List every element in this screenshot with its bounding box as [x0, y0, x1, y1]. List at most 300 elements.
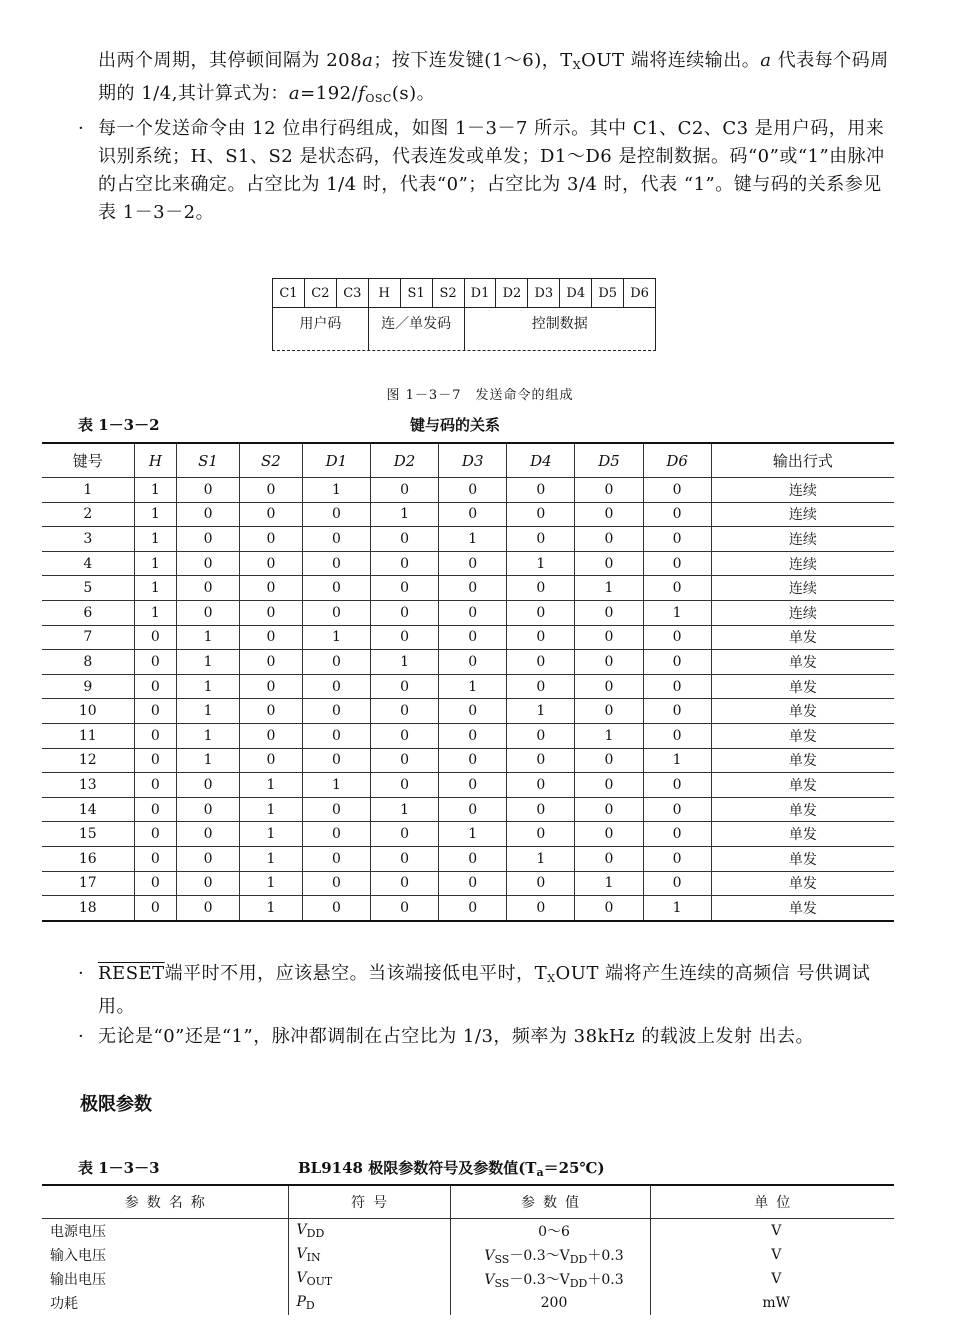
table-cell: 0 — [643, 871, 711, 896]
table-cell: 单发 — [711, 625, 894, 650]
table-cell: 1 — [240, 797, 303, 822]
table-cell: 0 — [643, 625, 711, 650]
divider — [464, 338, 465, 350]
table-cell: 15 — [42, 822, 134, 847]
bit-cell-d6: D6 — [624, 279, 656, 308]
table-cell: 0 — [177, 846, 240, 871]
table-row — [42, 478, 894, 503]
table-cell: 0 — [575, 773, 643, 798]
bit-cell-s2: S2 — [433, 279, 465, 308]
table-label: 表 1－3－3 — [78, 1159, 160, 1177]
table-cell: 0 — [302, 896, 370, 921]
table-cell: 0 — [240, 625, 303, 650]
table-cell: 0 — [177, 797, 240, 822]
bit-cell-h: H — [369, 279, 401, 308]
variable: a — [288, 83, 301, 104]
table-cell: 单发 — [711, 699, 894, 724]
table-cell: 连续 — [711, 551, 894, 576]
text-run: 代表每个码周期的 1/4,其计算式为： — [98, 50, 889, 104]
table-cell: 1 — [643, 600, 711, 625]
table-row — [42, 896, 894, 921]
table-cell: 单发 — [711, 773, 894, 798]
table-cell: 0 — [439, 502, 507, 527]
table-row — [42, 1267, 894, 1291]
param-symbol — [288, 1243, 450, 1267]
table-cell: 1 — [371, 797, 439, 822]
text-run: ＋0.3 — [587, 1247, 624, 1264]
table-cell: 0 — [134, 699, 177, 724]
table-cell: 0 — [240, 527, 303, 552]
subscript: DD — [569, 1252, 588, 1266]
table-cell: 0 — [507, 723, 575, 748]
table-cell: 0 — [371, 600, 439, 625]
table-cell: 0 — [439, 625, 507, 650]
table-cell: 1 — [134, 576, 177, 601]
table-cell: 0 — [302, 674, 370, 699]
table-cell: 1 — [240, 822, 303, 847]
table-row — [42, 871, 894, 896]
table-cell: 0 — [177, 478, 240, 503]
subscript: IN — [306, 1251, 321, 1264]
subscript: DD — [569, 1276, 588, 1290]
text-run: 出两个周期，其停顿间隔为 208 — [98, 50, 363, 71]
table-cell: 14 — [42, 797, 134, 822]
table-cell: 0 — [134, 871, 177, 896]
table-cell: 0 — [507, 871, 575, 896]
reset-pin-name: RESET — [98, 963, 165, 984]
table-cell: 1 — [240, 896, 303, 921]
text-run: (s)。 — [391, 83, 436, 104]
table-cell: 0 — [643, 650, 711, 675]
header-cell: 符号 — [288, 1185, 450, 1219]
text-run: －0.3～V — [509, 1247, 570, 1264]
bit-cell-d3: D3 — [528, 279, 560, 308]
table-cell: 0 — [575, 625, 643, 650]
figure-baseline — [272, 338, 656, 351]
param-name: 功耗 — [50, 1296, 78, 1312]
table-cell: 单发 — [711, 822, 894, 847]
table-row — [42, 1243, 894, 1267]
table-cell: 0 — [371, 625, 439, 650]
symbol-letter: V — [296, 1246, 307, 1262]
table-cell: 0 — [643, 576, 711, 601]
param-unit: V — [650, 1243, 894, 1267]
bullet: · — [78, 118, 85, 139]
paragraph-1 — [98, 47, 898, 113]
table-cell: 0 — [507, 576, 575, 601]
variable: a — [760, 50, 772, 71]
title-text: ＝25℃) — [543, 1159, 605, 1177]
subscript: SS — [494, 1276, 510, 1290]
table-cell: 1 — [177, 748, 240, 773]
table-cell: 0 — [643, 551, 711, 576]
table-cell: 连续 — [711, 478, 894, 503]
header-cell: D6 — [643, 443, 711, 478]
text-run: OUT 端将连续输出。 — [581, 50, 761, 71]
table-cell: 单发 — [711, 896, 894, 921]
table-row — [42, 1219, 894, 1244]
table-title — [298, 1157, 605, 1179]
table-cell: 0 — [134, 625, 177, 650]
table-row — [42, 723, 894, 748]
table-cell: 0 — [302, 600, 370, 625]
table-cell: 0 — [439, 846, 507, 871]
header-cell: 参数值 — [450, 1185, 650, 1219]
table-cell: 1 — [240, 846, 303, 871]
table-cell: 0 — [575, 797, 643, 822]
table-cell: 0 — [507, 650, 575, 675]
header-cell: 键号 — [42, 443, 134, 478]
table-cell: 1 — [134, 502, 177, 527]
table-cell: 0 — [575, 650, 643, 675]
group-control-data: 控制数据 — [465, 308, 657, 338]
bit-cell-d2: D2 — [496, 279, 528, 308]
table-row — [42, 551, 894, 576]
table-cell: 9 — [42, 674, 134, 699]
table-cell: 0 — [439, 478, 507, 503]
table-cell: 1 — [302, 478, 370, 503]
table-cell: 0 — [302, 527, 370, 552]
table-cell: 0 — [575, 896, 643, 921]
table-cell: 0 — [240, 600, 303, 625]
table-cell: 0 — [302, 846, 370, 871]
table-cell: 1 — [643, 748, 711, 773]
table-cell: 0 — [134, 674, 177, 699]
table-cell: 0 — [643, 773, 711, 798]
table-cell: 0 — [643, 797, 711, 822]
variable: f — [358, 83, 366, 104]
table-cell: 0 — [643, 478, 711, 503]
table-cell: 连续 — [711, 502, 894, 527]
table-cell: 1 — [439, 822, 507, 847]
table-cell: 0 — [371, 846, 439, 871]
table-cell: 0 — [575, 699, 643, 724]
table-cell: 0 — [643, 822, 711, 847]
table-cell: 连续 — [711, 527, 894, 552]
table-cell: 1 — [177, 699, 240, 724]
table-cell: 1 — [177, 625, 240, 650]
subscript: D — [305, 1299, 315, 1312]
table-cell: 0 — [134, 846, 177, 871]
group-status-code: 连／单发码 — [369, 308, 465, 338]
table-cell: 0 — [507, 625, 575, 650]
table-cell: 连续 — [711, 600, 894, 625]
table-row — [42, 502, 894, 527]
table-row — [42, 797, 894, 822]
table-cell: 0 — [643, 674, 711, 699]
table-cell: 1 — [134, 527, 177, 552]
param-unit: V — [650, 1267, 894, 1291]
subscript: OSC — [365, 92, 392, 105]
bullet: · — [78, 963, 85, 984]
paragraph-3 — [78, 960, 898, 1021]
table-cell: 0 — [240, 650, 303, 675]
text-run: 200 — [540, 1295, 568, 1311]
symbol-letter: V — [484, 1247, 495, 1264]
table-cell: 0 — [439, 551, 507, 576]
bullet: · — [78, 1026, 85, 1047]
subscript: SS — [494, 1252, 510, 1266]
bit-cell-s1: S1 — [401, 279, 433, 308]
table-cell: 0 — [439, 773, 507, 798]
table-label: 表 1－3－2 — [78, 416, 160, 434]
table-cell: 0 — [240, 502, 303, 527]
bit-cell-d5: D5 — [592, 279, 624, 308]
table-cell: 0 — [575, 527, 643, 552]
table-header-row — [42, 1185, 894, 1219]
table-cell: 1 — [302, 773, 370, 798]
param-value — [450, 1267, 650, 1291]
table-cell: 0 — [177, 896, 240, 921]
table-cell: 0 — [134, 773, 177, 798]
table-cell: 0 — [371, 478, 439, 503]
table-row — [42, 600, 894, 625]
paragraph-text: 每一个发送命令由 12 位串行码组成，如图 1－3－7 所示。其中 C1、C2、C3 是用户码，用来 识别系统；H、S1、S2 是状态码，代表连发或单发；D1～D6 是控制数据。码“0”或“1”由脉冲的占空比来确定。占空比为 1/4 时，代表“0”；占空比为 3/4 时，代表 “1”。键与码的关系参见表 1－3－2。 — [98, 118, 885, 223]
param-name: 输出电压 — [50, 1272, 106, 1288]
table-cell: 0 — [177, 871, 240, 896]
table-cell: 11 — [42, 723, 134, 748]
param-symbol — [288, 1267, 450, 1291]
text-run: 0～6 — [538, 1224, 570, 1240]
table-cell: 0 — [177, 551, 240, 576]
bit-groups — [272, 308, 656, 338]
text-run: =192/ — [300, 83, 359, 104]
subscript: DD — [306, 1227, 325, 1240]
table-cell: 0 — [302, 748, 370, 773]
header-cell: D5 — [575, 443, 643, 478]
table-cell: 0 — [507, 600, 575, 625]
table-cell: 0 — [177, 600, 240, 625]
table-cell: 1 — [134, 551, 177, 576]
table-cell: 连续 — [711, 576, 894, 601]
table-cell: 单发 — [711, 674, 894, 699]
table-cell: 0 — [240, 699, 303, 724]
table-cell: 1 — [134, 478, 177, 503]
table-cell: 1 — [177, 674, 240, 699]
table-row — [42, 650, 894, 675]
table-row — [42, 625, 894, 650]
table-row — [42, 773, 894, 798]
bit-cell-d1: D1 — [465, 279, 497, 308]
table-cell: 0 — [240, 576, 303, 601]
table-row — [42, 822, 894, 847]
table-cell: 0 — [439, 896, 507, 921]
table-cell: 0 — [575, 600, 643, 625]
header-cell: 输出行式 — [711, 443, 894, 478]
table-cell: 10 — [42, 699, 134, 724]
table-cell: 0 — [240, 478, 303, 503]
table-cell: 13 — [42, 773, 134, 798]
table-cell: 12 — [42, 748, 134, 773]
table-cell: 0 — [134, 822, 177, 847]
table-row — [42, 576, 894, 601]
table-cell: 1 — [177, 650, 240, 675]
table-cell: 0 — [507, 797, 575, 822]
table-cell: 0 — [371, 822, 439, 847]
table-cell: 0 — [439, 723, 507, 748]
table-cell: 0 — [177, 502, 240, 527]
table-cell: 1 — [371, 502, 439, 527]
table-cell: 1 — [575, 576, 643, 601]
table-cell: 0 — [134, 723, 177, 748]
header-cell: 参数名称 — [42, 1185, 288, 1219]
header-cell: D1 — [302, 443, 370, 478]
table-cell: 0 — [240, 551, 303, 576]
table-cell: 0 — [507, 822, 575, 847]
param-value — [450, 1219, 650, 1244]
table-cell: 5 — [42, 576, 134, 601]
subscript: a — [536, 1166, 544, 1179]
table-cell: 16 — [42, 846, 134, 871]
table-cell: 1 — [134, 600, 177, 625]
text-run: ＋0.3 — [587, 1271, 624, 1288]
table-cell: 1 — [575, 871, 643, 896]
table-cell: 0 — [302, 871, 370, 896]
bit-cells — [272, 278, 656, 308]
figure-caption: 图 1－3－7 发送命令的组成 — [386, 388, 574, 403]
table-cell: 0 — [134, 748, 177, 773]
table-cell: 0 — [507, 748, 575, 773]
table-cell: 单发 — [711, 650, 894, 675]
table-cell: 1 — [507, 551, 575, 576]
table-cell: 单发 — [711, 723, 894, 748]
table-cell: 2 — [42, 502, 134, 527]
table-cell: 0 — [371, 674, 439, 699]
table-cell: 0 — [507, 674, 575, 699]
table-cell: 0 — [643, 699, 711, 724]
table-row — [42, 846, 894, 871]
table-cell: 8 — [42, 650, 134, 675]
table-cell: 0 — [302, 650, 370, 675]
table-cell: 0 — [439, 797, 507, 822]
table-cell: 0 — [302, 699, 370, 724]
table-cell: 0 — [439, 871, 507, 896]
table-cell: 18 — [42, 896, 134, 921]
table-cell: 0 — [371, 527, 439, 552]
table-cell: 1 — [643, 896, 711, 921]
text-run: ；按下连发键(1～6)，T — [373, 50, 573, 71]
table-cell: 1 — [575, 723, 643, 748]
table-cell: 0 — [302, 576, 370, 601]
table-cell: 1 — [177, 723, 240, 748]
table-cell: 0 — [507, 896, 575, 921]
bit-cell-c3: C3 — [337, 279, 369, 308]
table-cell: 4 — [42, 551, 134, 576]
table-cell: 0 — [371, 748, 439, 773]
table-cell: 0 — [439, 600, 507, 625]
table-cell: 17 — [42, 871, 134, 896]
subscript: OUT — [306, 1275, 333, 1288]
table-cell: 3 — [42, 527, 134, 552]
table-cell: 0 — [575, 822, 643, 847]
param-value — [450, 1243, 650, 1267]
table-cell: 单发 — [711, 797, 894, 822]
param-unit: mW — [650, 1291, 894, 1315]
table-cell: 0 — [575, 846, 643, 871]
variable: a — [362, 50, 374, 71]
symbol-letter: V — [296, 1222, 307, 1238]
param-name: 输入电压 — [50, 1248, 106, 1264]
table-cell: 0 — [507, 478, 575, 503]
section-title: 极限参数 — [80, 1094, 152, 1115]
table-cell: 0 — [643, 502, 711, 527]
table-cell: 0 — [507, 773, 575, 798]
table-cell: 单发 — [711, 748, 894, 773]
symbol-letter: P — [296, 1294, 306, 1310]
param-symbol — [288, 1291, 450, 1315]
table-body — [42, 478, 894, 921]
paragraph-2 — [78, 115, 898, 227]
subscript: X — [547, 972, 556, 985]
table-cell: 1 — [439, 674, 507, 699]
title-text: BL9148 极限参数符号及参数值(T — [298, 1159, 537, 1177]
table-cell: 0 — [643, 527, 711, 552]
symbol-letter: V — [296, 1270, 307, 1286]
command-structure-figure — [272, 278, 656, 351]
table-cell: 0 — [575, 478, 643, 503]
table-cell: 0 — [439, 576, 507, 601]
table-row — [42, 674, 894, 699]
limit-params-table — [42, 1184, 894, 1315]
symbol-letter: V — [484, 1271, 495, 1288]
bit-cell-d4: D4 — [560, 279, 592, 308]
table-cell: 0 — [240, 723, 303, 748]
table-cell: 0 — [371, 699, 439, 724]
param-symbol — [288, 1219, 450, 1244]
table-cell: 0 — [371, 773, 439, 798]
subscript: X — [572, 59, 582, 72]
table-cell: 0 — [302, 797, 370, 822]
table-body — [42, 1219, 894, 1316]
table-cell: 0 — [302, 822, 370, 847]
bit-cell-c1: C1 — [273, 279, 305, 308]
table-cell: 单发 — [711, 871, 894, 896]
table-cell: 0 — [371, 551, 439, 576]
param-unit: V — [650, 1219, 894, 1244]
table-cell: 0 — [439, 699, 507, 724]
table-cell: 0 — [439, 748, 507, 773]
divider — [368, 338, 369, 350]
table-row — [42, 699, 894, 724]
table-cell: 1 — [507, 699, 575, 724]
table-cell: 0 — [177, 527, 240, 552]
table-cell: 单发 — [711, 846, 894, 871]
table-cell: 1 — [371, 650, 439, 675]
table-cell: 1 — [439, 527, 507, 552]
table-cell: 0 — [240, 674, 303, 699]
header-cell: D3 — [439, 443, 507, 478]
table-cell: 0 — [371, 576, 439, 601]
table-cell: 0 — [371, 723, 439, 748]
table-cell: 0 — [575, 748, 643, 773]
header-cell: D2 — [371, 443, 439, 478]
table-cell: 0 — [134, 650, 177, 675]
table-cell: 0 — [177, 576, 240, 601]
table-cell: 1 — [507, 846, 575, 871]
param-name: 电源电压 — [50, 1224, 106, 1240]
table-cell: 0 — [643, 723, 711, 748]
table-cell: 0 — [643, 846, 711, 871]
table-cell: 0 — [134, 797, 177, 822]
table-cell: 0 — [134, 896, 177, 921]
header-cell: S2 — [240, 443, 303, 478]
table-cell: 1 — [240, 871, 303, 896]
table-cell: 1 — [240, 773, 303, 798]
table-cell: 1 — [302, 625, 370, 650]
table-header-row — [42, 443, 894, 478]
table-cell: 7 — [42, 625, 134, 650]
table-title: 键与码的关系 — [410, 416, 501, 434]
